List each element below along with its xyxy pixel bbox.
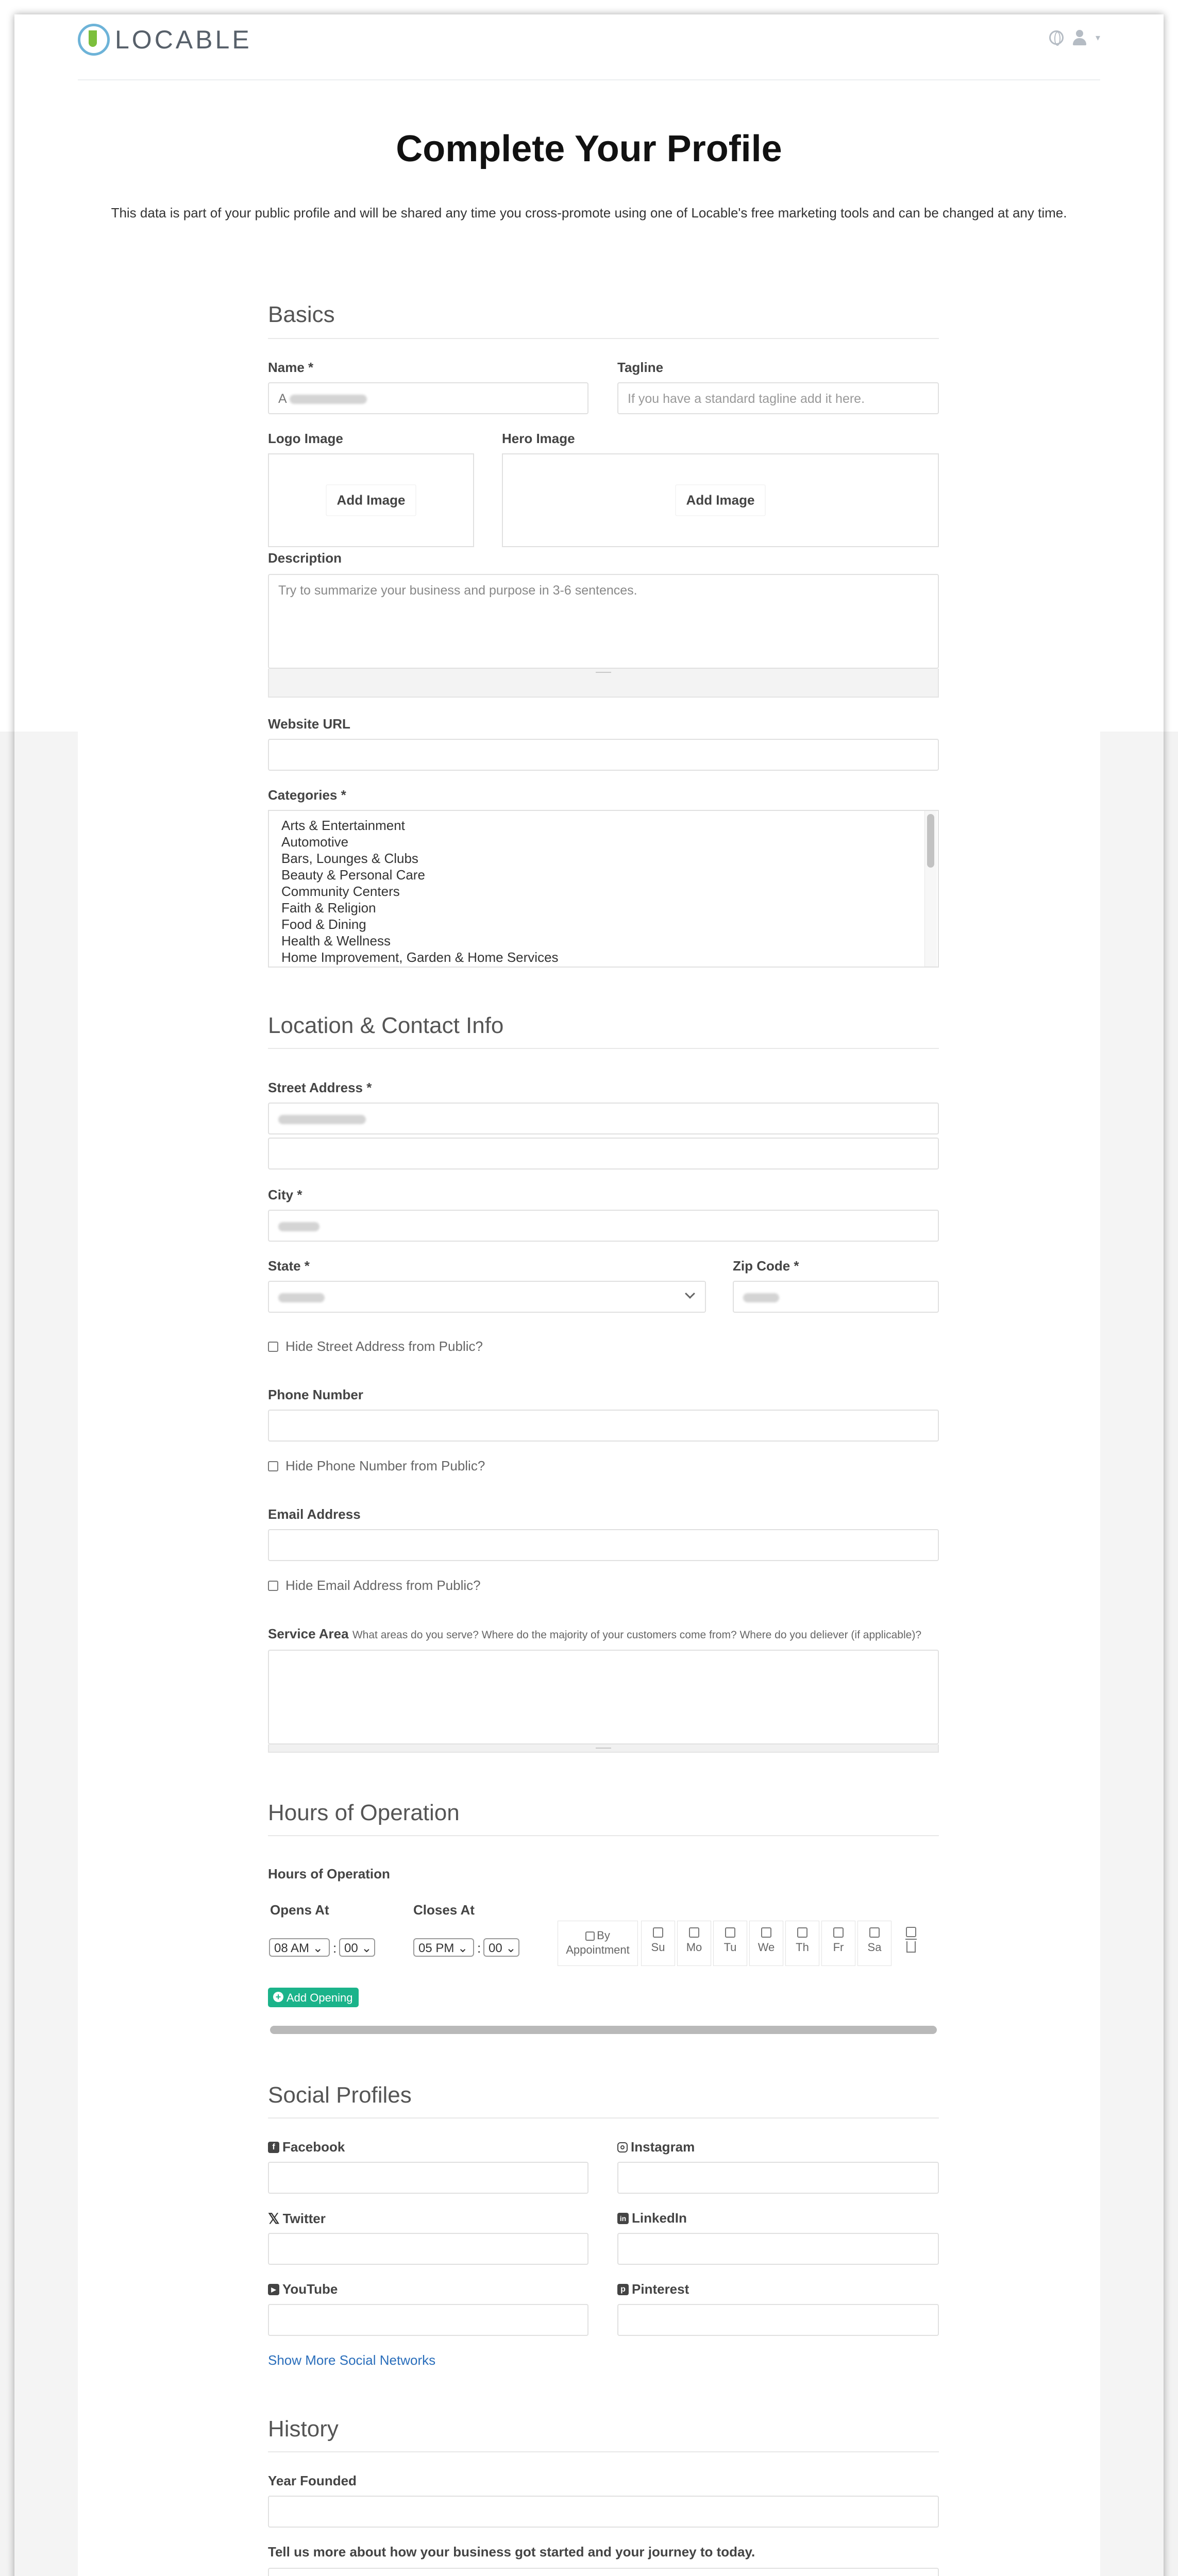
closes-minute-value: 00	[489, 1941, 502, 1955]
description-textarea[interactable]: Try to summarize your business and purpose in 3-6 sentences.	[268, 574, 939, 669]
section-title-basics: Basics	[268, 302, 335, 327]
day-label: Sa	[867, 1941, 882, 1954]
categories-listbox[interactable]	[268, 810, 939, 968]
linkedin-input[interactable]	[617, 2233, 939, 2265]
category-option[interactable]: Faith & Religion	[281, 900, 376, 916]
redacted-text	[290, 395, 367, 404]
linkedin-icon: in	[617, 2213, 629, 2224]
user-menu[interactable]	[1049, 30, 1100, 45]
zip-code-input[interactable]	[733, 1281, 939, 1313]
browser-window	[14, 14, 1164, 2576]
year-founded-label: Year Founded	[268, 2473, 357, 2488]
youtube-icon: ▶	[268, 2284, 279, 2295]
closes-hour-select[interactable]: 05 PM ⌄	[413, 1938, 474, 1957]
pinterest-input[interactable]	[617, 2304, 939, 2336]
service-area-textarea[interactable]	[268, 1650, 939, 1744]
description-resize-handle[interactable]	[268, 669, 939, 698]
service-area-label	[268, 1626, 921, 1642]
service-area-resize-handle[interactable]	[268, 1744, 939, 1753]
day-checkbox[interactable]	[869, 1927, 880, 1938]
linkedin-label	[617, 2210, 687, 2226]
street-address-line1[interactable]	[268, 1103, 939, 1134]
day-toggle-saturday[interactable]	[857, 1921, 891, 1966]
category-option[interactable]: Home Improvement, Garden & Home Services	[281, 950, 559, 965]
name-label: Name *	[268, 360, 314, 375]
section-divider	[268, 1835, 939, 1836]
youtube-text: YouTube	[282, 2281, 338, 2297]
hide-street-checkbox-row[interactable]	[268, 1338, 483, 1354]
day-toggle-sunday[interactable]	[641, 1921, 675, 1966]
day-label: We	[758, 1941, 775, 1954]
description-label: Description	[268, 550, 342, 566]
page-subtitle: This data is part of your public profile and will be shared any time you cross-promote using one of Locable's free marketing tools and can be changed at any time.	[111, 205, 1067, 221]
logo-image-dropzone[interactable]	[268, 453, 474, 547]
add-opening-label: Add Opening	[287, 1991, 353, 2004]
day-toggle-friday[interactable]	[821, 1921, 855, 1966]
year-founded-input[interactable]	[268, 2496, 939, 2528]
by-appointment-label-2: Appointment	[566, 1943, 630, 1956]
youtube-label	[268, 2281, 338, 2297]
pinterest-label	[617, 2281, 689, 2297]
trash-icon[interactable]	[906, 1941, 916, 1953]
time-separator: :	[333, 1940, 337, 1956]
chevron-down-icon	[685, 1289, 695, 1299]
add-logo-image-button[interactable]: Add Image	[326, 485, 416, 516]
category-option[interactable]: Arts & Entertainment	[281, 818, 405, 833]
name-value: A	[278, 392, 287, 406]
page	[78, 14, 1100, 2576]
day-label: Mo	[686, 1941, 702, 1954]
redacted-text	[743, 1293, 779, 1302]
hide-email-checkbox-row[interactable]	[268, 1578, 481, 1594]
show-more-social-link[interactable]: Show More Social Networks	[268, 2352, 436, 2368]
hours-horizontal-scrollbar[interactable]	[270, 2026, 937, 2034]
hero-image-label: Hero Image	[502, 431, 575, 446]
instagram-text: Instagram	[631, 2139, 695, 2155]
youtube-input[interactable]	[268, 2304, 588, 2336]
logo-text: LOCABLE	[115, 25, 252, 54]
instagram-input[interactable]	[617, 2162, 939, 2194]
twitter-label	[268, 2210, 326, 2227]
day-label: Tu	[723, 1941, 737, 1954]
hide-phone-label: Hide Phone Number from Public?	[285, 1458, 485, 1473]
by-appointment-checkbox[interactable]	[585, 1931, 595, 1941]
redacted-text	[278, 1222, 319, 1231]
top-bar	[78, 14, 1100, 80]
closes-minute-select[interactable]: 00 ⌄	[483, 1938, 519, 1957]
category-option[interactable]: Bars, Lounges & Clubs	[281, 851, 418, 866]
redacted-text	[278, 1293, 325, 1302]
section-divider	[268, 2451, 939, 2452]
day-toggle-tuesday[interactable]	[713, 1921, 747, 1966]
instagram-icon	[617, 2142, 628, 2153]
x-twitter-icon: 𝕏	[268, 2211, 280, 2227]
plus-circle-icon: +	[273, 1992, 283, 2002]
website-url-label: Website URL	[268, 716, 350, 732]
twitter-input[interactable]	[268, 2233, 588, 2265]
website-url-input[interactable]	[268, 739, 939, 771]
section-title-social: Social Profiles	[268, 2082, 412, 2108]
linkedin-text: LinkedIn	[632, 2210, 687, 2226]
caret-down-icon[interactable]: ▾	[1095, 32, 1100, 43]
email-input[interactable]	[268, 1529, 939, 1561]
scrollbar-thumb[interactable]	[927, 814, 934, 868]
day-label: Fr	[833, 1941, 844, 1954]
section-divider	[268, 1048, 939, 1049]
pinterest-icon: p	[617, 2284, 629, 2295]
facebook-icon: f	[268, 2142, 279, 2153]
facebook-text: Facebook	[282, 2139, 345, 2155]
remove-opening-checkbox[interactable]	[906, 1927, 916, 1937]
name-input[interactable]	[268, 382, 588, 414]
section-divider	[268, 2117, 939, 2119]
tagline-input[interactable]: If you have a standard tagline add it here.	[617, 382, 939, 414]
phone-input[interactable]	[268, 1410, 939, 1442]
service-area-title: Service Area	[268, 1626, 349, 1641]
street-address-label: Street Address *	[268, 1080, 372, 1095]
hide-email-checkbox[interactable]	[268, 1581, 278, 1591]
day-checkbox[interactable]	[761, 1927, 771, 1938]
user-icon[interactable]	[1072, 30, 1087, 45]
logo-image-label: Logo Image	[268, 431, 343, 446]
opens-hour-select[interactable]: 08 AM ⌄	[269, 1938, 330, 1957]
instagram-label	[617, 2139, 695, 2155]
tagline-label: Tagline	[617, 360, 664, 375]
hide-email-label: Hide Email Address from Public?	[285, 1578, 481, 1593]
section-title-hours: Hours of Operation	[268, 1800, 460, 1825]
day-checkbox[interactable]	[653, 1927, 663, 1938]
logo-mark-icon	[78, 24, 110, 56]
day-checkbox[interactable]	[689, 1927, 699, 1938]
history-story-label: Tell us more about how your business got started and your journey to today.	[268, 2544, 755, 2560]
page-title: Complete Your Profile	[396, 128, 782, 170]
opens-minute-select[interactable]: 00 ⌄	[339, 1938, 375, 1957]
locable-logo[interactable]	[78, 22, 252, 58]
category-option[interactable]: Food & Dining	[281, 917, 366, 932]
closes-at-label: Closes At	[413, 1902, 475, 1918]
categories-scrollbar[interactable]	[924, 811, 937, 967]
facebook-input[interactable]	[268, 2162, 588, 2194]
section-divider	[268, 338, 939, 339]
zip-code-label: Zip Code *	[733, 1258, 799, 1274]
categories-label: Categories *	[268, 787, 346, 803]
by-appointment-label: By	[597, 1929, 610, 1942]
day-toggle-thursday[interactable]	[785, 1921, 819, 1966]
day-toggle-monday[interactable]	[677, 1921, 711, 1966]
state-select[interactable]	[268, 1281, 706, 1313]
redacted-text	[278, 1115, 366, 1124]
state-label: State *	[268, 1258, 310, 1274]
day-checkbox[interactable]	[833, 1927, 844, 1938]
twitter-text: Twitter	[282, 2211, 326, 2226]
opens-at-label: Opens At	[270, 1902, 329, 1918]
day-label: Th	[796, 1941, 809, 1954]
day-checkbox[interactable]	[797, 1927, 807, 1938]
opens-minute-value: 00	[344, 1941, 358, 1955]
day-toggle-wednesday[interactable]	[749, 1921, 783, 1966]
opens-hour-value: 08 AM	[274, 1941, 310, 1955]
globe-icon[interactable]	[1049, 30, 1064, 45]
pinterest-text: Pinterest	[632, 2281, 689, 2297]
day-checkbox[interactable]	[725, 1927, 735, 1938]
hide-phone-checkbox-row[interactable]	[268, 1458, 485, 1474]
hours-of-operation-label: Hours of Operation	[268, 1866, 390, 1882]
remove-opening[interactable]	[897, 1921, 925, 1966]
section-title-location: Location & Contact Info	[268, 1013, 504, 1038]
category-option[interactable]: Community Centers	[281, 884, 400, 899]
category-option[interactable]: Automotive	[281, 834, 349, 850]
add-hero-image-button[interactable]: Add Image	[676, 485, 766, 516]
history-story-textarea[interactable]	[268, 2568, 939, 2576]
service-area-hint: What areas do you serve? Where do the majority of your customers come from? Where do you deliever (if applicable)?	[352, 1629, 922, 1641]
city-input[interactable]	[268, 1210, 939, 1242]
by-appointment-toggle[interactable]	[558, 1921, 638, 1966]
city-label: City *	[268, 1187, 302, 1202]
hide-street-checkbox[interactable]	[268, 1342, 278, 1352]
phone-label: Phone Number	[268, 1387, 363, 1402]
closes-hour-value: 05 PM	[418, 1941, 455, 1955]
email-label: Email Address	[268, 1506, 361, 1522]
category-option[interactable]: Health & Wellness	[281, 933, 391, 948]
category-option[interactable]: Beauty & Personal Care	[281, 867, 425, 883]
time-separator: :	[477, 1940, 481, 1956]
hide-street-label: Hide Street Address from Public?	[285, 1338, 483, 1354]
hero-image-dropzone[interactable]	[502, 453, 939, 547]
hide-phone-checkbox[interactable]	[268, 1461, 278, 1471]
add-opening-button[interactable]	[268, 1988, 359, 2007]
section-title-history: History	[268, 2416, 339, 2442]
facebook-label	[268, 2139, 345, 2155]
street-address-line2[interactable]	[268, 1138, 939, 1170]
day-label: Su	[651, 1941, 665, 1954]
